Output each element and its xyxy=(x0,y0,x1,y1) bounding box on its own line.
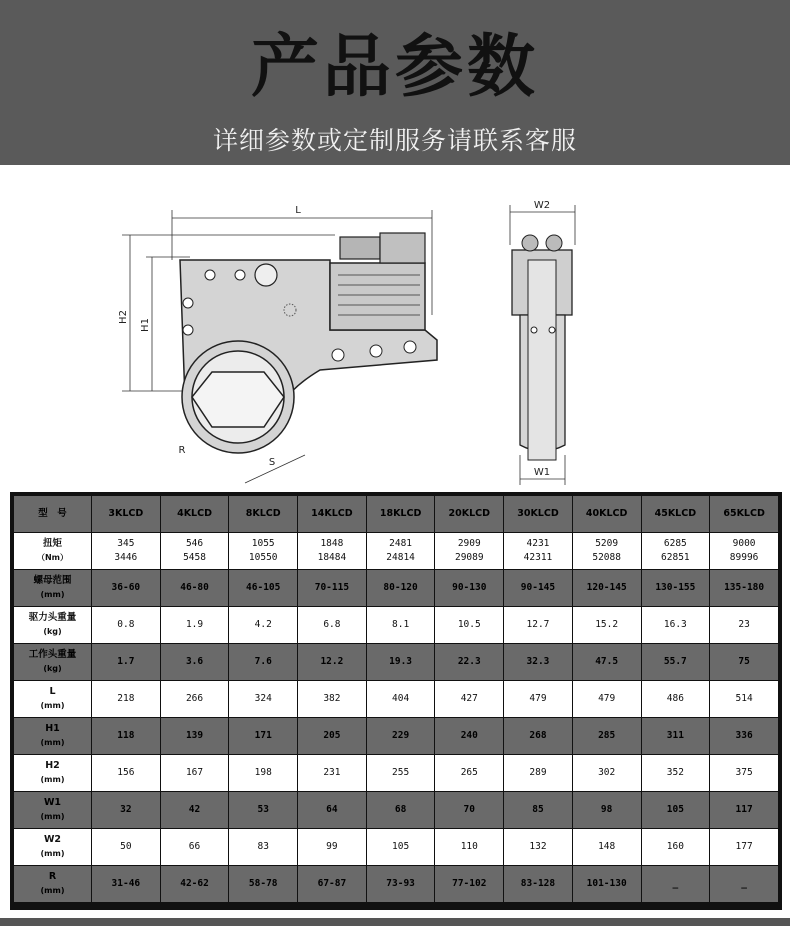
table-cell xyxy=(92,644,161,681)
table-cell xyxy=(710,607,779,644)
table-cell xyxy=(366,570,435,607)
cell-value: 42-62 xyxy=(180,878,209,889)
cell-value: 24814 xyxy=(386,552,415,563)
cell-value: 85 xyxy=(532,804,544,815)
cell-value: 479 xyxy=(598,693,616,704)
cell-value: 160 xyxy=(666,841,684,852)
table-cell xyxy=(160,792,229,829)
table-cell xyxy=(710,681,779,718)
cell-value: 120-145 xyxy=(586,582,627,593)
table-cell xyxy=(504,681,573,718)
table-cell xyxy=(641,718,710,755)
table-cell xyxy=(229,644,298,681)
cell-value: 10.5 xyxy=(457,619,481,630)
table-cell xyxy=(366,718,435,755)
table-cell xyxy=(366,755,435,792)
table-cell xyxy=(366,866,435,903)
cell-value: 1055 xyxy=(251,538,275,549)
label-s: S xyxy=(268,457,276,468)
table-cell xyxy=(572,792,641,829)
cell-value: 289 xyxy=(529,767,547,778)
table-cell xyxy=(160,533,229,570)
table-cell xyxy=(92,829,161,866)
cell-value: 68 xyxy=(394,804,407,815)
table-cell xyxy=(641,644,710,681)
row-label-name: 扭矩 xyxy=(42,538,62,549)
cell-value: 8.1 xyxy=(392,619,410,630)
cell-value: 311 xyxy=(666,730,684,741)
table-cell xyxy=(641,829,710,866)
header-model-cell: 40KLCD xyxy=(572,496,641,533)
table-cell xyxy=(710,533,779,570)
table-cell xyxy=(710,829,779,866)
spec-table-frame xyxy=(10,492,782,910)
table-cell xyxy=(298,866,367,903)
cell-value: 70-115 xyxy=(314,582,350,593)
table-cell xyxy=(366,829,435,866)
cell-value: 268 xyxy=(529,730,547,741)
cell-value: 3446 xyxy=(114,552,138,563)
wrench-front-view xyxy=(512,235,572,460)
table-cell xyxy=(504,829,573,866)
table-cell xyxy=(572,755,641,792)
cell-value: 42 xyxy=(188,804,201,815)
cell-value: 31-46 xyxy=(111,878,141,889)
cell-value: 77-102 xyxy=(452,878,487,889)
cell-value: 265 xyxy=(460,767,478,778)
table-cell xyxy=(504,718,573,755)
table-cell xyxy=(160,607,229,644)
header-banner xyxy=(0,0,790,165)
table-cell xyxy=(572,644,641,681)
cell-value: 117 xyxy=(735,804,753,815)
cell-value: 479 xyxy=(529,693,547,704)
table-header-row xyxy=(14,496,779,533)
cell-value: 98 xyxy=(600,804,613,815)
cell-value: 12.7 xyxy=(526,619,550,630)
label-h1: H1 xyxy=(140,318,151,332)
table-cell xyxy=(229,570,298,607)
cell-value: 15.2 xyxy=(595,619,619,630)
row-label xyxy=(14,681,92,718)
cell-value: 70 xyxy=(463,804,475,815)
cell-value: 64 xyxy=(326,804,338,815)
cell-value: 42311 xyxy=(523,552,553,563)
row-label-unit: (mm) xyxy=(40,886,65,895)
table-cell xyxy=(641,533,710,570)
bottom-bar xyxy=(0,918,790,926)
cell-value: 135-180 xyxy=(724,582,765,593)
table-cell xyxy=(92,533,161,570)
table-cell xyxy=(298,681,367,718)
cell-value: 89996 xyxy=(729,552,759,563)
table-cell xyxy=(641,570,710,607)
header-model-cell: 65KLCD xyxy=(710,496,779,533)
table-cell xyxy=(229,755,298,792)
cell-value: 36-60 xyxy=(111,582,141,593)
row-label-unit: (mm) xyxy=(40,812,65,821)
table-cell xyxy=(366,644,435,681)
row-label-unit: (mm) xyxy=(40,590,65,599)
cell-value: 546 xyxy=(185,538,204,549)
table-cell xyxy=(92,866,161,903)
table-cell xyxy=(298,644,367,681)
cell-value: _ xyxy=(672,878,679,889)
cell-value: 55.7 xyxy=(663,656,687,667)
header-model-cell: 4KLCD xyxy=(160,496,229,533)
table-cell xyxy=(92,755,161,792)
cell-value: 266 xyxy=(185,693,204,704)
cell-value: 2909 xyxy=(457,538,481,549)
table-cell xyxy=(92,792,161,829)
cell-value: 18484 xyxy=(317,552,347,563)
cell-value: 218 xyxy=(117,693,135,704)
table-cell xyxy=(435,829,504,866)
table-cell xyxy=(572,607,641,644)
table-cell xyxy=(710,644,779,681)
table-row xyxy=(14,644,779,681)
table-cell xyxy=(298,607,367,644)
row-label-name: H2 xyxy=(45,760,60,771)
cell-value: 255 xyxy=(392,767,410,778)
cell-value: 139 xyxy=(185,730,204,741)
table-cell xyxy=(366,681,435,718)
row-label-unit: (mm) xyxy=(40,701,65,710)
table-cell xyxy=(298,570,367,607)
cell-value: 6285 xyxy=(663,538,687,549)
cell-value: 302 xyxy=(598,767,616,778)
cell-value: 16.3 xyxy=(663,619,687,630)
cell-value: 75 xyxy=(738,656,750,667)
wrench-drawing xyxy=(0,165,790,490)
cell-value: 66 xyxy=(188,841,201,852)
header-model-cell: 8KLCD xyxy=(229,496,298,533)
cell-value: 167 xyxy=(185,767,204,778)
table-cell xyxy=(229,792,298,829)
table-cell xyxy=(435,607,504,644)
table-cell xyxy=(229,866,298,903)
cell-value: 427 xyxy=(460,693,478,704)
label-h2: H2 xyxy=(118,310,129,324)
cell-value: 229 xyxy=(392,730,410,741)
cell-value: 53 xyxy=(257,804,269,815)
table-cell xyxy=(641,866,710,903)
table-cell xyxy=(229,829,298,866)
cell-value: 324 xyxy=(254,693,272,704)
cell-value: _ xyxy=(741,878,747,889)
cell-value: 22.3 xyxy=(457,656,481,667)
table-cell xyxy=(160,681,229,718)
table-row xyxy=(14,792,779,829)
table-cell xyxy=(160,570,229,607)
cell-value: 486 xyxy=(666,693,684,704)
table-cell xyxy=(92,718,161,755)
table-row xyxy=(14,755,779,792)
row-label xyxy=(14,755,92,792)
row-label xyxy=(14,866,92,903)
table-row xyxy=(14,866,779,903)
cell-value: 52088 xyxy=(592,552,621,563)
cell-value: 1.7 xyxy=(117,656,135,667)
row-label xyxy=(14,533,92,570)
table-cell xyxy=(435,533,504,570)
cell-value: 9000 xyxy=(732,538,756,549)
cell-value: 99 xyxy=(326,841,338,852)
table-cell xyxy=(435,792,504,829)
cell-value: 47.5 xyxy=(595,656,619,667)
row-label xyxy=(14,718,92,755)
table-cell xyxy=(504,792,573,829)
table-cell xyxy=(298,718,367,755)
header-model-cell: 45KLCD xyxy=(641,496,710,533)
cell-value: 382 xyxy=(323,693,341,704)
table-row xyxy=(14,681,779,718)
table-cell xyxy=(641,792,710,829)
header-model-cell: 30KLCD xyxy=(504,496,573,533)
cell-value: 105 xyxy=(392,841,410,852)
row-label-name: H1 xyxy=(45,723,60,734)
row-label-name: W2 xyxy=(43,834,62,845)
cell-value: 101-130 xyxy=(586,878,627,889)
table-cell xyxy=(366,533,435,570)
cell-value: 1.9 xyxy=(185,619,204,630)
table-cell xyxy=(435,866,504,903)
table-cell xyxy=(366,607,435,644)
cell-value: 171 xyxy=(254,730,272,741)
page-subtitle: 详细参数或定制服务请联系客服 xyxy=(212,126,577,155)
table-cell xyxy=(92,681,161,718)
table-cell xyxy=(298,533,367,570)
table-cell xyxy=(504,755,573,792)
cell-value: 90-130 xyxy=(452,582,487,593)
row-label-name: R xyxy=(48,871,57,882)
table-cell xyxy=(435,718,504,755)
table-cell xyxy=(710,570,779,607)
row-label-name: 工作头重量 xyxy=(28,649,77,660)
header-model-cell: 20KLCD xyxy=(435,496,504,533)
cell-value: 67-87 xyxy=(317,878,347,889)
cell-value: 29089 xyxy=(454,552,484,563)
cell-value: 12.2 xyxy=(320,656,344,667)
spec-table xyxy=(13,495,779,903)
table-cell xyxy=(504,533,573,570)
row-label-unit: (mm) xyxy=(40,738,65,747)
cell-value: 132 xyxy=(529,841,547,852)
row-label-name: W1 xyxy=(43,797,62,808)
cell-value: 83-128 xyxy=(520,878,556,889)
row-label xyxy=(14,607,92,644)
cell-value: 205 xyxy=(323,730,341,741)
label-l: L xyxy=(295,205,301,216)
table-cell xyxy=(160,755,229,792)
table-cell xyxy=(572,681,641,718)
cell-value: 46-105 xyxy=(246,582,281,593)
cell-value: 118 xyxy=(117,730,135,741)
table-cell xyxy=(435,570,504,607)
table-cell xyxy=(160,866,229,903)
table-cell xyxy=(710,718,779,755)
label-r: R xyxy=(178,445,186,456)
cell-value: 4231 xyxy=(526,538,550,549)
cell-value: 198 xyxy=(254,767,272,778)
cell-value: 105 xyxy=(666,804,684,815)
cell-value: 7.6 xyxy=(254,656,272,667)
table-cell xyxy=(710,755,779,792)
table-cell xyxy=(710,866,779,903)
table-row xyxy=(14,607,779,644)
table-cell xyxy=(504,570,573,607)
cell-value: 50 xyxy=(120,841,132,852)
table-cell xyxy=(366,792,435,829)
table-cell xyxy=(229,607,298,644)
cell-value: 4.2 xyxy=(254,619,272,630)
row-label-name: L xyxy=(49,686,56,697)
cell-value: 62851 xyxy=(661,552,690,563)
table-row xyxy=(14,829,779,866)
table-cell xyxy=(572,829,641,866)
cell-value: 0.8 xyxy=(117,619,135,630)
table-cell xyxy=(504,644,573,681)
table-row xyxy=(14,533,779,570)
cell-value: 240 xyxy=(460,730,478,741)
header-model-cell: 3KLCD xyxy=(92,496,161,533)
cell-value: 73-93 xyxy=(386,878,415,889)
row-label-unit: (kg) xyxy=(43,627,62,636)
cell-value: 336 xyxy=(735,730,753,741)
wrench-side-view xyxy=(180,233,437,453)
table-cell xyxy=(504,866,573,903)
row-label xyxy=(14,570,92,607)
cell-value: 156 xyxy=(117,767,135,778)
row-label-name: 螺母范围 xyxy=(33,575,72,586)
row-label xyxy=(14,644,92,681)
cell-value: 130-155 xyxy=(655,582,696,593)
table-cell xyxy=(160,829,229,866)
table-cell xyxy=(229,533,298,570)
cell-value: 231 xyxy=(323,767,341,778)
table-cell xyxy=(92,570,161,607)
row-label xyxy=(14,829,92,866)
cell-value: 2481 xyxy=(389,538,413,549)
table-cell xyxy=(435,644,504,681)
table-cell xyxy=(298,829,367,866)
cell-value: 345 xyxy=(117,538,135,549)
table-cell xyxy=(229,681,298,718)
label-w1: W1 xyxy=(533,467,551,478)
table-cell xyxy=(298,755,367,792)
table-cell xyxy=(229,718,298,755)
header-model-cell: 14KLCD xyxy=(298,496,367,533)
table-cell xyxy=(572,866,641,903)
cell-value: 3.6 xyxy=(185,656,204,667)
cell-value: 375 xyxy=(735,767,753,778)
cell-value: 10550 xyxy=(248,552,278,563)
cell-value: 514 xyxy=(735,693,753,704)
table-cell xyxy=(298,792,367,829)
row-label xyxy=(14,792,92,829)
row-label-unit: (mm) xyxy=(40,849,65,858)
cell-value: 80-120 xyxy=(383,582,418,593)
cell-value: 6.8 xyxy=(323,619,341,630)
cell-value: 5458 xyxy=(183,552,206,563)
cell-value: 23 xyxy=(738,619,750,630)
cell-value: 32 xyxy=(120,804,132,815)
row-label-name: 驱力头重量 xyxy=(28,612,77,623)
cell-value: 90-145 xyxy=(520,582,556,593)
table-cell xyxy=(641,681,710,718)
row-label-unit: (mm) xyxy=(40,775,65,784)
header-model-label: 型 号 xyxy=(14,496,92,533)
table-cell xyxy=(504,607,573,644)
cell-value: 352 xyxy=(666,767,684,778)
table-cell xyxy=(160,718,229,755)
table-cell xyxy=(641,607,710,644)
cell-value: 404 xyxy=(392,693,410,704)
cell-value: 148 xyxy=(598,841,616,852)
table-cell xyxy=(435,681,504,718)
page-title: 产品参数 xyxy=(250,28,539,107)
table-cell xyxy=(572,533,641,570)
table-cell xyxy=(572,570,641,607)
cell-value: 58-78 xyxy=(248,878,278,889)
label-w2: W2 xyxy=(533,200,551,211)
cell-value: 177 xyxy=(735,841,753,852)
table-cell xyxy=(572,718,641,755)
cell-value: 19.3 xyxy=(389,656,413,667)
table-cell xyxy=(160,644,229,681)
cell-value: 110 xyxy=(460,841,478,852)
cell-value: 46-80 xyxy=(180,582,209,593)
technical-drawing xyxy=(0,165,790,490)
cell-value: 1848 xyxy=(320,538,344,549)
table-row xyxy=(14,718,779,755)
table-row xyxy=(14,570,779,607)
table-cell xyxy=(92,607,161,644)
cell-value: 285 xyxy=(598,730,616,741)
cell-value: 5209 xyxy=(595,538,619,549)
table-cell xyxy=(641,755,710,792)
cell-value: 83 xyxy=(257,841,269,852)
row-label-unit: (kg) xyxy=(43,664,62,673)
table-cell xyxy=(435,755,504,792)
table-cell xyxy=(710,792,779,829)
row-label-unit: （Nm） xyxy=(36,553,69,562)
cell-value: 32.3 xyxy=(526,656,550,667)
header-model-cell: 18KLCD xyxy=(366,496,435,533)
